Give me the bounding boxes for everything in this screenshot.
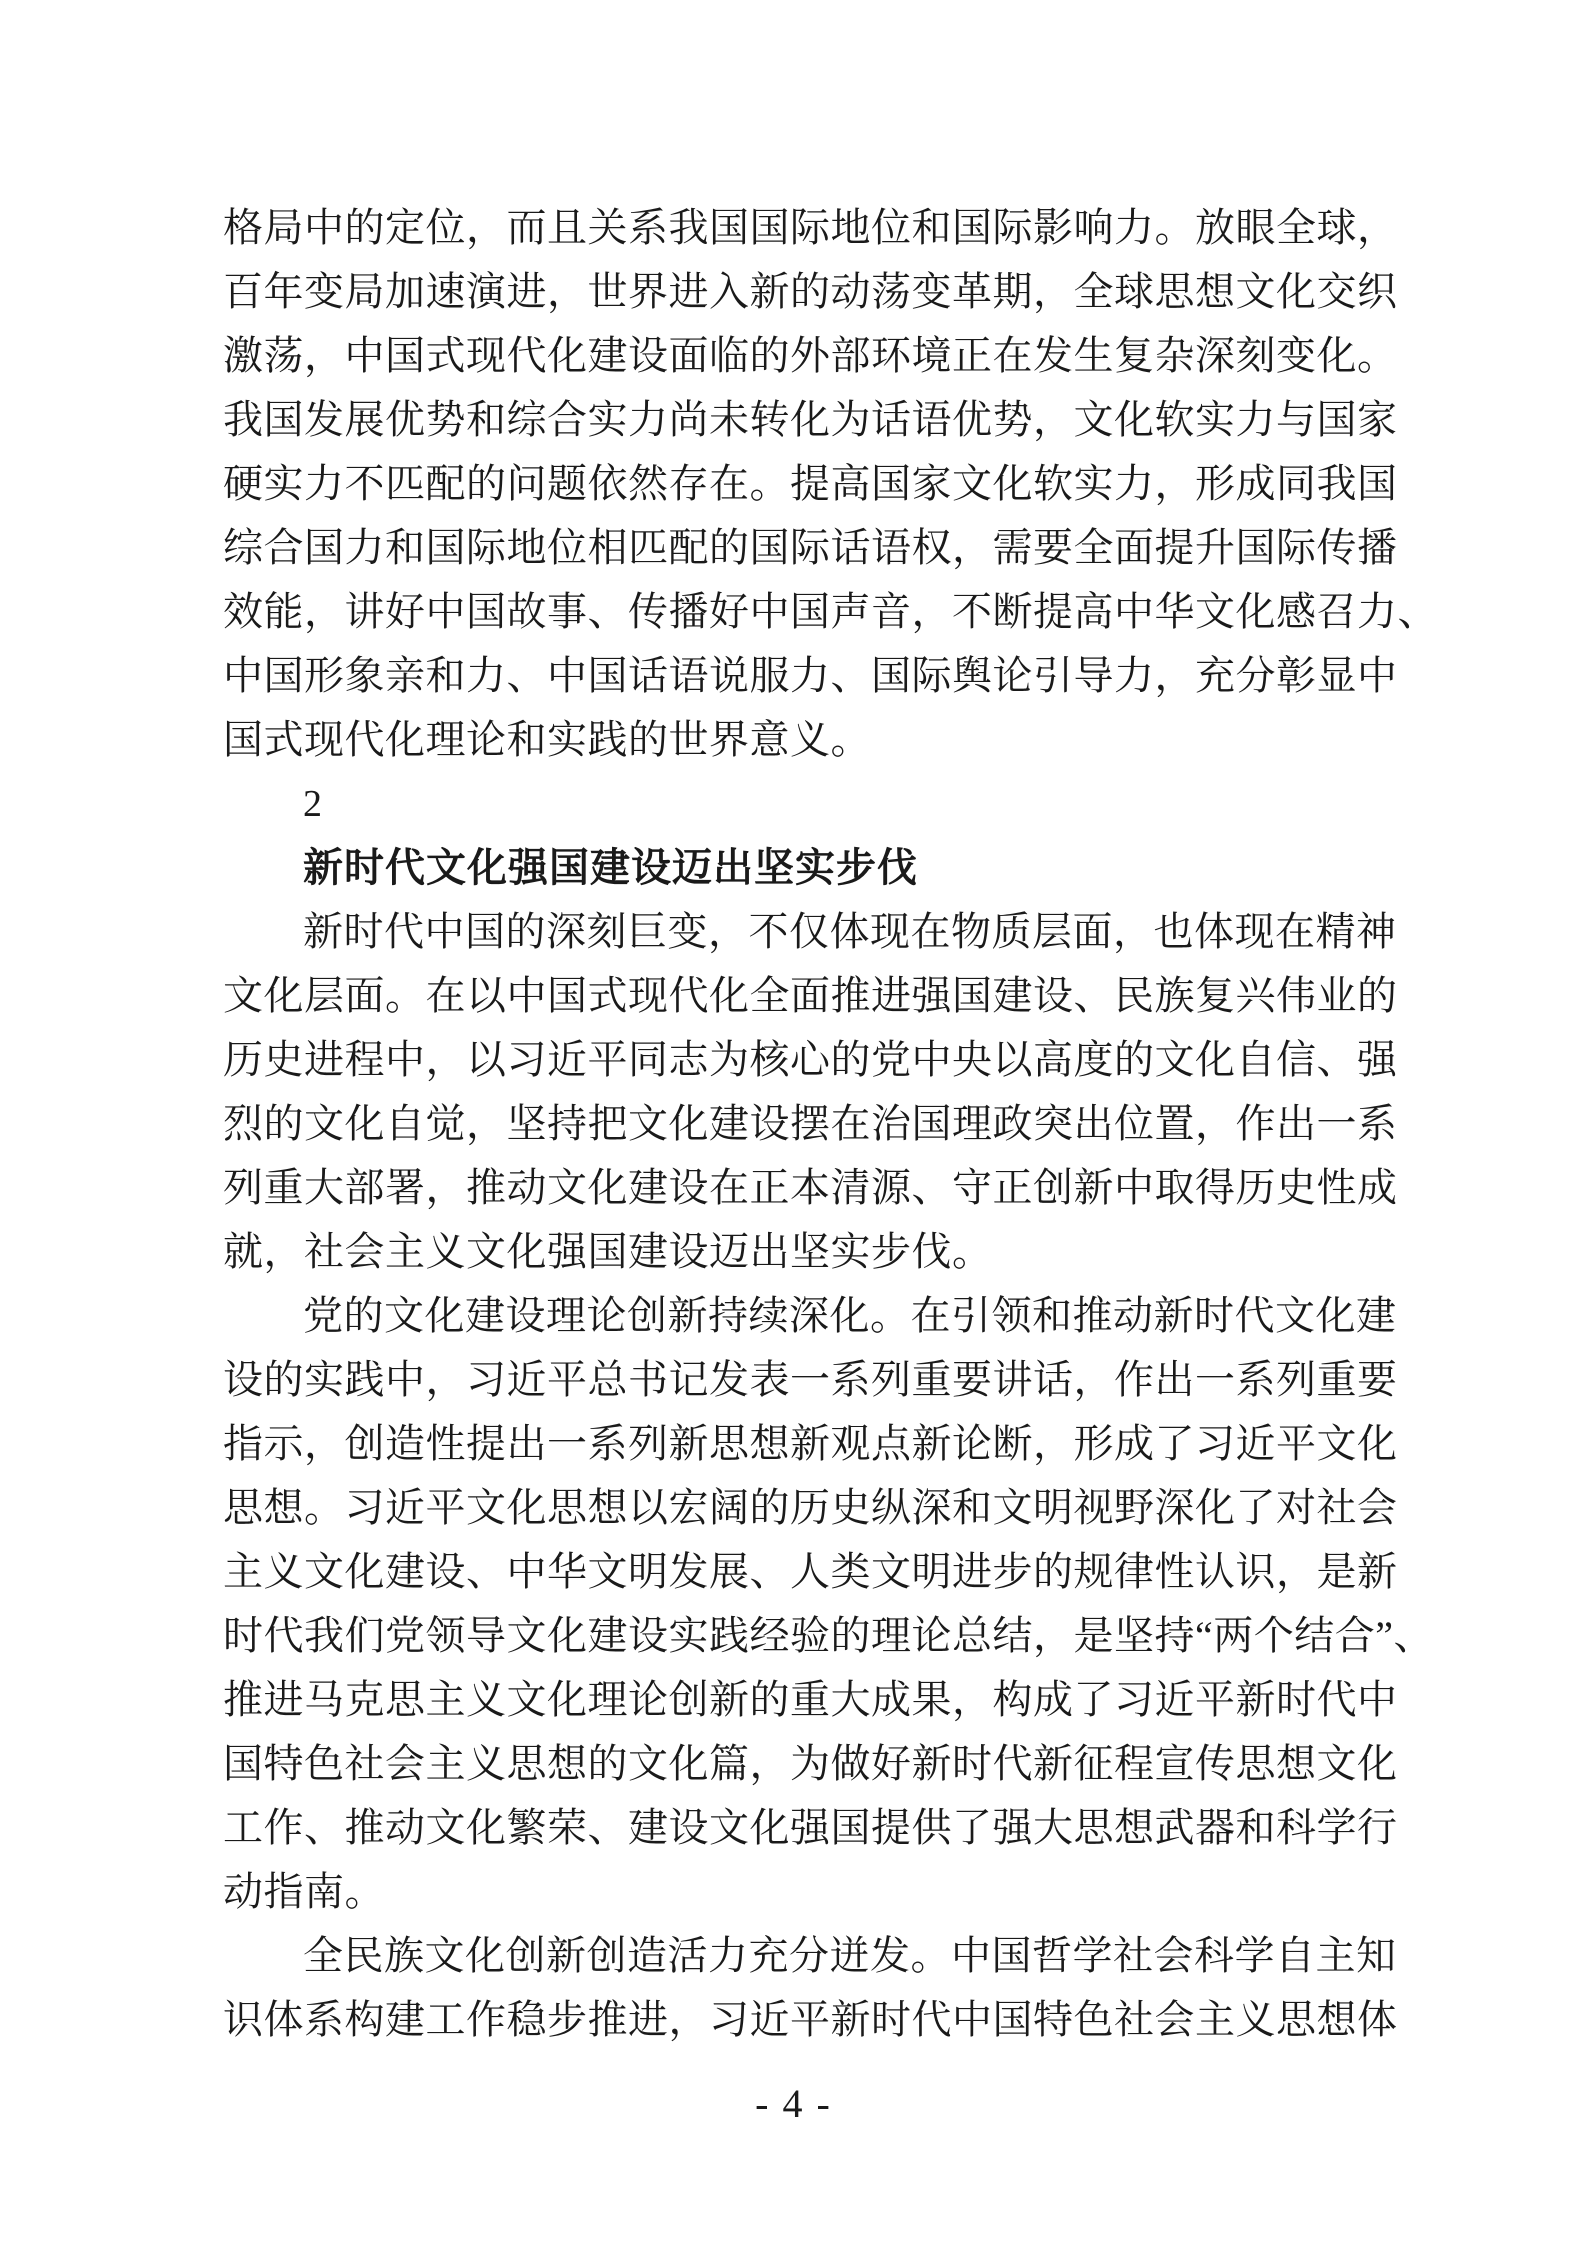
text-line: 效能，讲好中国故事、传播好中国声音，不断提高中华文化感召力、 xyxy=(223,589,1438,634)
text-line: 历史进程中，以习近平同志为核心的党中央以高度的文化自信、强 xyxy=(223,1037,1398,1082)
text-line: 党的文化建设理论创新持续深化。在引领和推动新时代文化建 xyxy=(303,1293,1397,1338)
text-line: 国特色社会主义思想的文化篇，为做好新时代新征程宣传思想文化 xyxy=(223,1741,1398,1786)
text-line: 格局中的定位，而且关系我国国际地位和国际影响力。放眼全球， xyxy=(223,205,1398,250)
page-number: - 4 - xyxy=(755,2081,832,2126)
text-line: 设的实践中，习近平总书记发表一系列重要讲话，作出一系列重要 xyxy=(223,1357,1398,1402)
section-number: 2 xyxy=(303,783,323,825)
text-line: 列重大部署，推动文化建设在正本清源、守正创新中取得历史性成 xyxy=(223,1165,1398,1210)
text-line: 时代我们党领导文化建设实践经验的理论总结，是坚持“两个结合”、 xyxy=(223,1613,1435,1658)
text-line: 识体系构建工作稳步推进，习近平新时代中国特色社会主义思想体 xyxy=(223,1997,1398,2042)
text-line: 工作、推动文化繁荣、建设文化强国提供了强大思想武器和科学行 xyxy=(223,1805,1398,1850)
section-heading: 新时代文化强国建设迈出坚实步伐 xyxy=(303,845,918,890)
text-line: 全民族文化创新创造活力充分迸发。中国哲学社会科学自主知 xyxy=(303,1933,1397,1978)
text-line: 推进马克思主义文化理论创新的重大成果，构成了习近平新时代中 xyxy=(223,1677,1398,1722)
text-line: 我国发展优势和综合实力尚未转化为话语优势，文化软实力与国家 xyxy=(223,397,1398,442)
text-line: 就，社会主义文化强国建设迈出坚实步伐。 xyxy=(223,1229,993,1274)
text-line: 思想。习近平文化思想以宏阔的历史纵深和文明视野深化了对社会 xyxy=(223,1485,1398,1530)
text-line: 国式现代化理论和实践的世界意义。 xyxy=(223,717,871,762)
text-line: 主义文化建设、中华文明发展、人类文明进步的规律性认识，是新 xyxy=(223,1549,1398,1594)
text-line: 指示，创造性提出一系列新思想新观点新论断，形成了习近平文化 xyxy=(223,1421,1398,1466)
text-line: 综合国力和国际地位相匹配的国际话语权，需要全面提升国际传播 xyxy=(223,525,1398,570)
text-line: 动指南。 xyxy=(223,1869,385,1914)
text-line: 烈的文化自觉，坚持把文化建设摆在治国理政突出位置，作出一系 xyxy=(223,1101,1398,1146)
text-line: 新时代中国的深刻巨变，不仅体现在物质层面，也体现在精神 xyxy=(303,909,1397,954)
text-line: 文化层面。在以中国式现代化全面推进强国建设、民族复兴伟业的 xyxy=(223,973,1398,1018)
text-line: 中国形象亲和力、中国话语说服力、国际舆论引导力，充分彰显中 xyxy=(223,653,1398,698)
text-line: 百年变局加速演进，世界进入新的动荡变革期，全球思想文化交织 xyxy=(223,269,1398,314)
text-line: 硬实力不匹配的问题依然存在。提高国家文化软实力，形成同我国 xyxy=(223,461,1398,506)
text-line: 激荡，中国式现代化建设面临的外部环境正在发生复杂深刻变化。 xyxy=(223,333,1398,378)
document-body xyxy=(223,196,1439,2052)
